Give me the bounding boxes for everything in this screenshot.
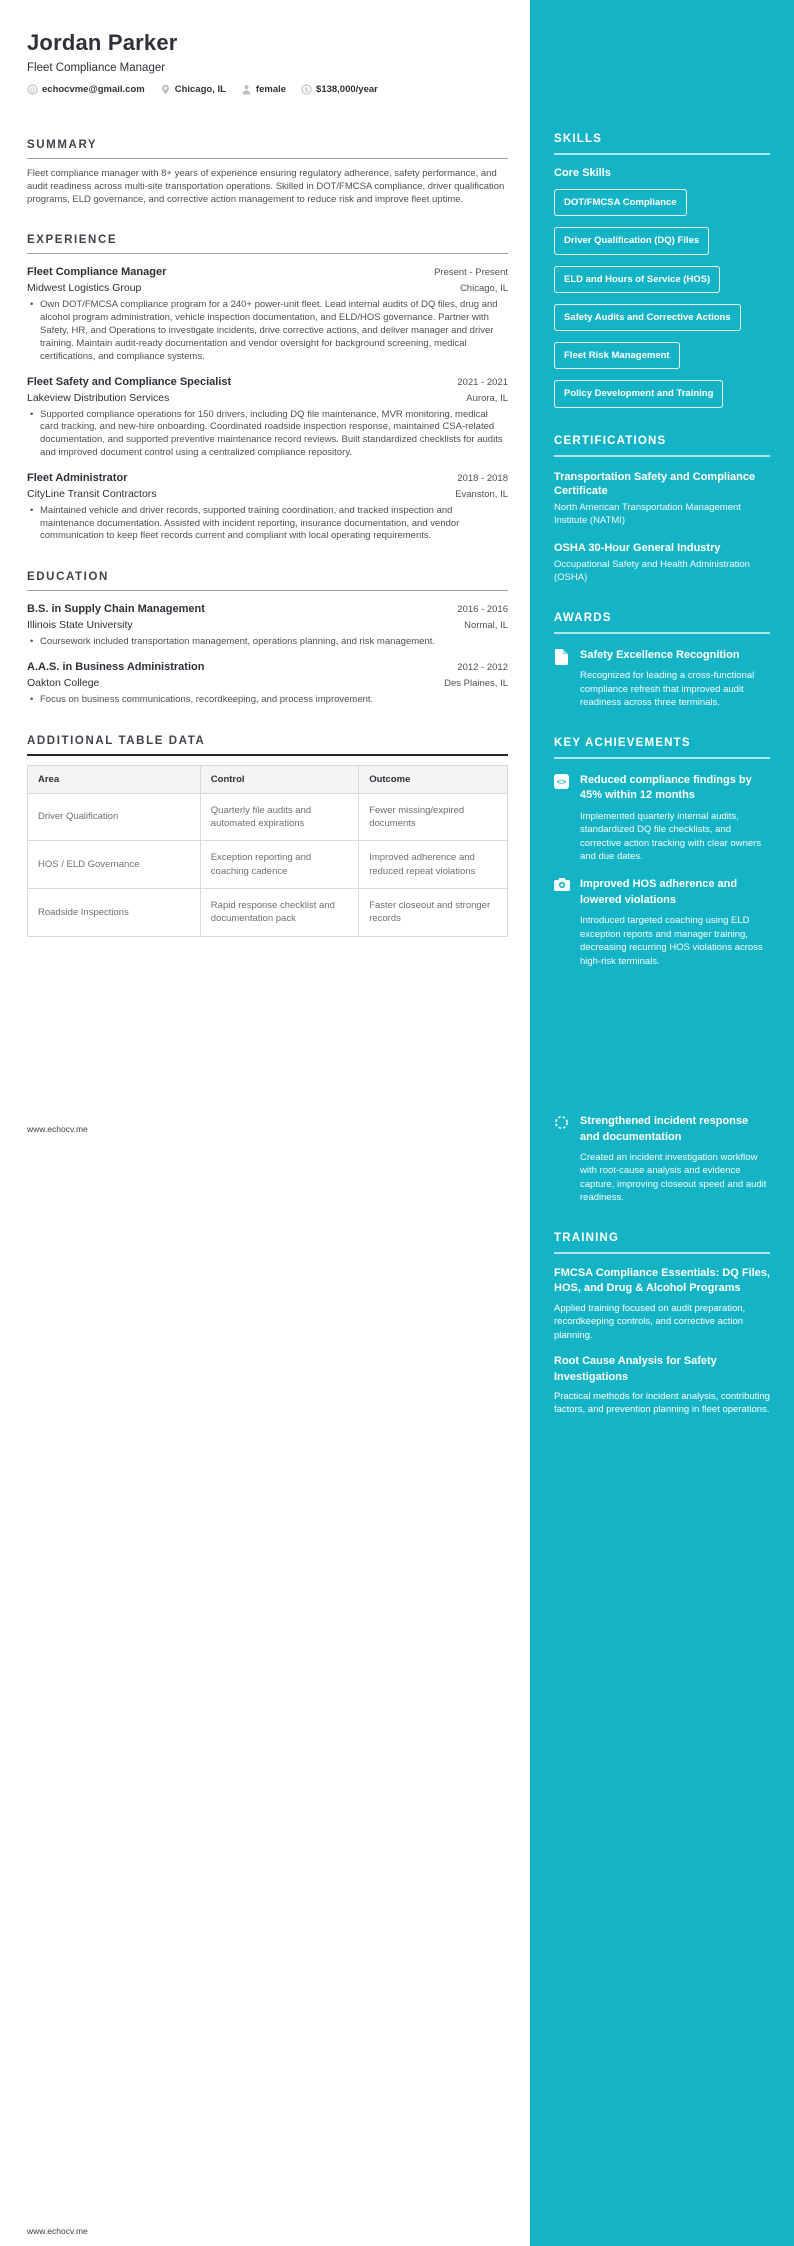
person-icon [241,84,252,95]
table-cell: Faster closeout and stronger records [359,889,508,937]
job-company: Lakeview Distribution Services [27,391,170,404]
school-location: Normal, IL [464,620,508,632]
certification-issuer: Occupational Safety and Health Administration (OSHA) [554,559,750,584]
table-cell: Driver Qualification [28,793,201,841]
contact-email-text: echocvme@gmail.com [42,84,145,95]
table-row [28,841,508,889]
job-location: Aurora, IL [466,392,508,404]
award-title: Safety Excellence Recognition [580,648,740,661]
skills-section [554,133,770,408]
experience-entry [27,376,508,460]
job-title: Fleet Safety and Compliance Specialist [27,375,232,388]
training-section [554,1232,770,1417]
svg-text:$: $ [304,86,309,94]
certification-item [554,541,770,585]
skill-chip: DOT/FMCSA Compliance [554,189,687,216]
sidebar [530,0,794,2246]
table-cell: Roadside Inspections [28,889,201,937]
skill-chip-list [554,189,770,408]
additional-table-heading: ADDITIONAL TABLE DATA [27,735,508,756]
achievement-description: Implemented quarterly internal audits, standardized DQ file checklists, and corrective action tracking with clear owners and due dates. [580,810,762,862]
education-bullet: • Coursework included transportation management, operations planning, and risk management. [27,636,508,649]
achievement-description: Introduced targeted coaching using ELD exception reports and manager training, decreasing recurring HOS violations across high-risk terminals. [580,915,763,967]
education-entry [27,603,508,649]
certifications-section [554,435,770,585]
awards-heading: AWARDS [554,612,770,634]
job-dates: Present - Present [434,267,508,279]
degree: B.S. in Supply Chain Management [27,603,205,616]
location-icon [160,84,171,95]
achievement-description: Created an incident investigation workflow with root-cause analysis and evidence capture, improving closeout speed and audit readiness. [580,1151,767,1204]
degree: A.A.S. in Business Administration [27,661,205,673]
job-dates: 2021 - 2021 [457,376,508,388]
column-header: Area [28,765,201,793]
achievement-title: Improved HOS adherence and lowered violations [580,878,738,906]
training-item [554,1266,770,1342]
job-location: Evanston, IL [455,488,508,500]
key-achievements-heading: KEY ACHIEVEMENTS [554,737,770,759]
contact-location [160,84,226,95]
column-header: Outcome [359,765,508,793]
training-title: Root Cause Analysis for Safety Investigations [554,1355,717,1383]
education-bullet: • Focus on business communications, recordkeeping, and process improvement. [27,694,508,707]
school-location: Des Plaines, IL [444,678,508,689]
table-cell: Quarterly file audits and automated expirations [200,793,358,841]
table-row [28,793,508,841]
school: Illinois State University [27,619,133,632]
achievement-item [554,877,770,968]
document-icon [554,648,570,710]
table-row [28,889,508,937]
candidate-title: Fleet Compliance Manager [27,62,166,74]
skill-chip: Driver Qualification (DQ) Files [554,227,709,254]
experience-entry [27,472,508,543]
table-cell: Rapid response checklist and documentation pack [200,889,358,937]
experience-section [27,234,508,543]
education-entry [27,661,508,707]
training-title: FMCSA Compliance Essentials: DQ Files, HOS, and Drug & Alcohol Programs [554,1266,770,1295]
contact-salary [301,84,378,95]
education-section [27,571,508,707]
code-icon [554,773,570,864]
additional-data-table [27,765,508,937]
award-description: Recognized for leading a cross-functional compliance refresh that improved audit readiness across three terminals. [580,670,755,709]
school: Oakton College [27,677,100,689]
experience-heading: EXPERIENCE [27,234,508,254]
contact-gender-text: female [255,84,287,95]
certifications-heading: CERTIFICATIONS [554,435,770,457]
job-title: Fleet Administrator [27,471,128,484]
summary-section [27,139,508,206]
job-company: CityLine Transit Contractors [27,487,157,500]
header [27,30,508,95]
achievement-title: Strengthened incident response and documentation [580,1115,749,1143]
certification-issuer: North American Transportation Management Institute (NATMI) [554,502,741,527]
skills-group-label: Core Skills [554,167,611,179]
skill-chip: ELD and Hours of Service (HOS) [554,266,720,293]
dashed-circle-icon [554,1114,570,1205]
training-item [554,1354,770,1417]
footer-url: www.echocv.me [27,2226,88,2236]
table-header-row [28,765,508,793]
training-heading: TRAINING [554,1232,770,1254]
camera-icon [554,877,570,968]
salary-icon [301,84,312,95]
contact-row [27,84,508,95]
table-cell: Fewer missing/expired documents [359,793,508,841]
footer-url: www.echocv.me [27,1124,88,1134]
job-bullet: • Own DOT/FMCSA compliance program for a 240+ power-unit fleet. Lead internal audits of DQ files, drug and alcohol program administration, vehicle inspection documentation, and ELD/HOS governance. Partner with Safety, HR, and Operations to investigate incidents, drive corrective actions, and deliver manager and driver training. Maintain audit-ready documentation and vendor oversight for background screening, medical certifications, and compliance systems. [27,299,508,363]
skills-heading: SKILLS [554,133,770,155]
certification-title: OSHA 30-Hour General Industry [554,542,721,554]
training-description: Applied training focused on audit preparation, recordkeeping controls, and corrective action planning. [554,1302,746,1341]
summary-heading: SUMMARY [27,139,508,159]
job-company: Midwest Logistics Group [27,282,142,295]
contact-email [27,84,145,95]
email-icon [27,84,38,95]
achievement-title: Reduced compliance findings by 45% within 12 months [580,773,752,802]
candidate-name: Jordan Parker [27,30,178,55]
education-dates: 2016 - 2016 [457,604,508,616]
additional-table-section [27,735,508,937]
awards-section [554,612,770,710]
job-dates: 2018 - 2018 [457,472,508,484]
column-header: Control [200,765,358,793]
svg-text:<>: <> [556,777,567,787]
page-break-gap [554,968,770,1100]
svg-text:@: @ [29,87,36,94]
award-item [554,648,770,710]
education-heading: EDUCATION [27,571,508,591]
contact-gender [241,84,286,95]
contact-location-text: Chicago, IL [174,84,226,95]
experience-entry [27,266,508,363]
certification-item [554,470,770,528]
job-bullet: • Supported compliance operations for 150 drivers, including DQ file maintenance, MVR monitoring, medical card tracking, and new-hire onboarding. Coordinated roadside inspection response, maintained CSA-related documentation, and supported preventive maintenance record reviews. Built standardized checklists for audits and improved document control using a centralized compliance repository. [27,409,508,460]
skill-chip: Fleet Risk Management [554,342,680,369]
job-bullet: • Maintained vehicle and driver records, supported training coordination, and tracked inspection and maintenance documentation. Assisted with incident reporting, insurance documentation, and vendor communication to keep fleet records current and compliant with local operating requirements. [27,505,508,543]
key-achievements-section [554,737,770,1205]
skill-chip: Policy Development and Training [554,380,723,407]
certification-title: Transportation Safety and Compliance Certificate [554,470,756,498]
summary-text: Fleet compliance manager with 8+ years of experience ensuring regulatory adherence, safety performance, and audit readiness across multi-site transportation operations. Skilled in DOT/FMCSA compliance, driver qualification programs, ELD governance, and corrective action management to reduce risk and improve fleet uptime. [27,168,505,205]
training-description: Practical methods for incident analysis, contributing factors, and prevention planning in fleet operations. [554,1390,770,1416]
job-location: Chicago, IL [459,283,508,295]
achievement-item [554,1114,770,1205]
table-cell: Improved adherence and reduced repeat violations [359,841,508,889]
achievement-item [554,773,770,864]
table-cell: HOS / ELD Governance [28,841,201,889]
contact-salary-text: $138,000/year [316,84,378,95]
job-title: Fleet Compliance Manager [27,266,167,279]
education-dates: 2012 - 2012 [457,662,508,673]
table-cell: Exception reporting and coaching cadence [200,841,358,889]
skill-chip: Safety Audits and Corrective Actions [554,304,741,331]
